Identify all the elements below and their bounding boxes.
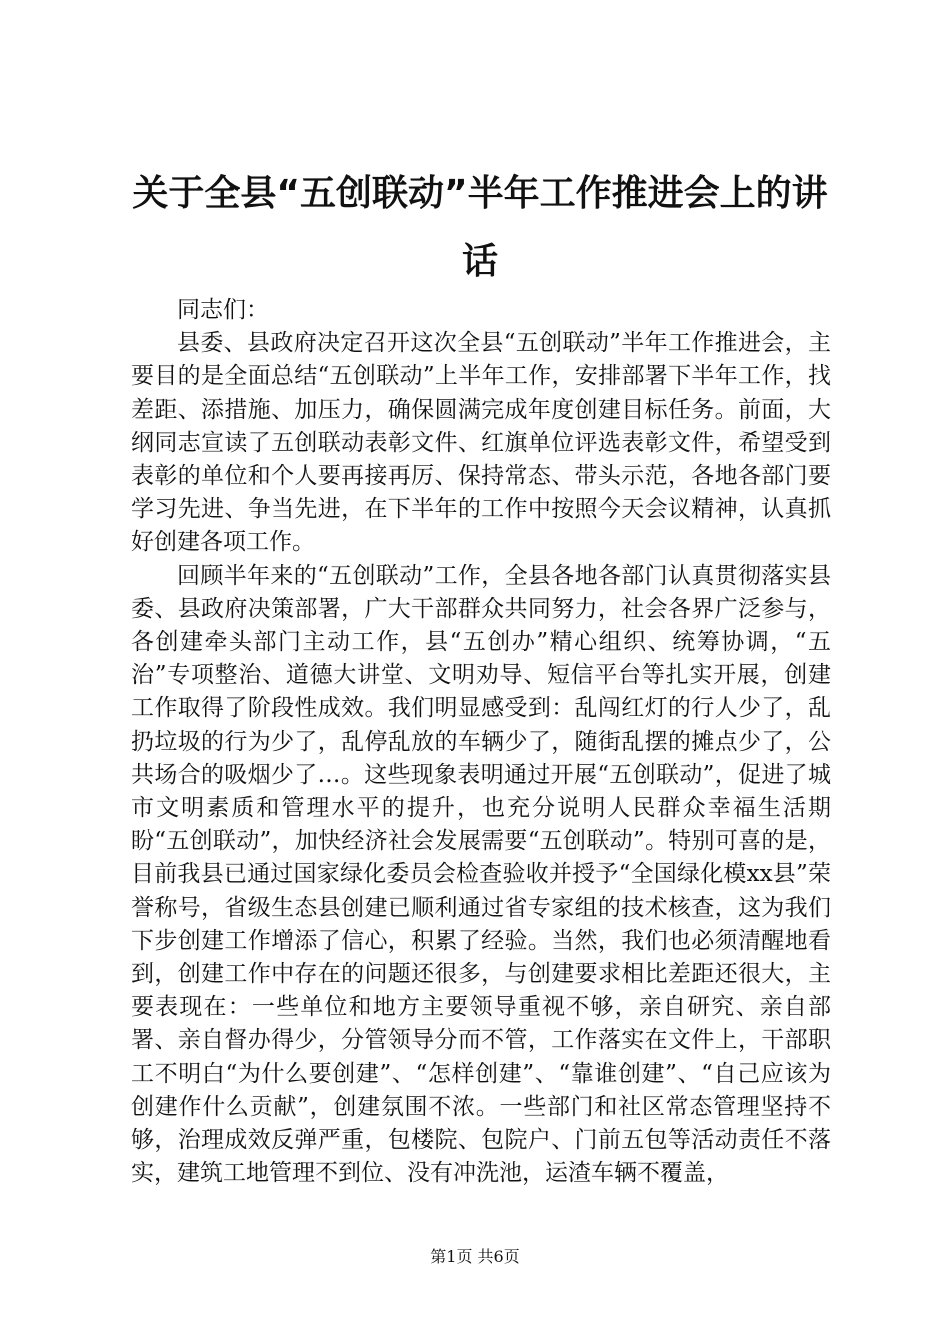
paragraph-2: 回顾半年来的“五创联动”工作，全县各地各部门认真贯彻落实县委、县政府决策部署，广大干部群众共同努力，社会各界广泛参与，各创建牵头部门主动工作，县“五创办”精心组织、统筹协调，“五治”专项整治、道德大讲堂、文明劝导、短信平台等扎实开展，创建工作取得了阶段性成效。我们明显感受到：乱闯红灯的行人少了，乱扔垃圾的行为少了，乱停乱放的车辆少了，随街乱摆的摊点少了，公共场合的吸烟少了…。这些现象表明通过开展“五创联动”，促进了城市文明素质和管理水平的提升，也充分说明人民群众幸福生活期盼“五创联动”，加快经济社会发展需要“五创联动”。特别可喜的是，目前我县已通过国家绿化委员会检查验收并授予“全国绿化模xx县”荣誉称号，省级生态县创建已顺利通过省专家组的技术核查，这为我们下步创建工作增添了信心，积累了经验。当然，我们也必须清醒地看到，创建工作中存在的问题还很多，与创建要求相比差距还很大，主要表现在：一些单位和地方主要领导重视不够，亲自研究、亲自部署、亲自督办得少，分管领导分而不管，工作落实在文件上，干部职工不明白“为什么要创建”、“怎样创建”、“靠谁创建”、“自己应该为创建作什么贡献”，创建氛围不浓。一些部门和社区常态管理坚持不够，治理成效反弹严重，包楼院、包院户、门前五包等活动责任不落实，建筑工地管理不到位、没有冲洗池，运渣车辆不覆盖， <box>131 562 831 1187</box>
salutation: 同志们： <box>177 297 269 323</box>
document-title: 关于全县“五创联动”半年工作推进会上的讲话 <box>132 173 828 282</box>
document-body <box>131 294 831 1190</box>
page-footer: 第1页 共6页 <box>430 1247 520 1266</box>
paragraph-1: 县委、县政府决定召开这次全县“五创联动”半年工作推进会，主要目的是全面总结“五创联动”上半年工作，安排部署下半年工作，找差距、添措施、加压力，确保圆满完成年度创建目标任务。前面，大纲同志宣读了五创联动表彰文件、红旗单位评选表彰文件，希望受到表彰的单位和个人要再接再厉、保持常态、带头示范，各地各部门要学习先进、争当先进，在下半年的工作中按照今天会议精神，认真抓好创建各项工作。 <box>131 330 831 556</box>
